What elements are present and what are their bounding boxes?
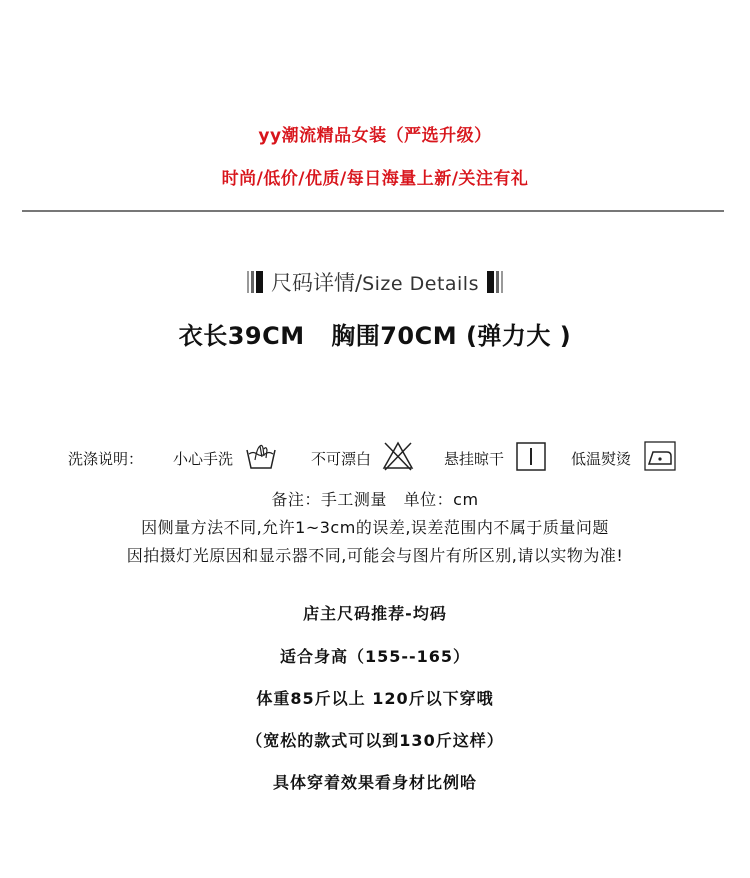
- note-measurement: 备注：手工测量 单位：cm: [271, 490, 479, 509]
- section-title: [0, 267, 750, 297]
- hand-wash-icon: [244, 440, 278, 472]
- size-spec: 衣长39CM 胸围70CM (弹力大 ): [178, 322, 572, 350]
- note-tolerance: 因侧量方法不同,允许1~3cm的误差,误差范围内不属于质量问题: [141, 518, 609, 537]
- shop-slogan: 时尚/低价/优质/每日海量上新/关注有礼: [221, 169, 529, 189]
- note-color-difference: 因拍摄灯光原因和显示器不同,可能会与图片有所区别,请以实物为准!: [126, 546, 624, 565]
- section-title-cn: 尺码详情/: [271, 271, 363, 295]
- section-title-en: Size Details: [362, 273, 479, 295]
- care-instructions: [0, 440, 750, 474]
- care-item-label: 不可漂白: [311, 450, 372, 468]
- recommendation-line: 店主尺码推荐-均码: [303, 604, 447, 623]
- right-bars-decoration: [487, 271, 503, 293]
- recommendation-line: 具体穿着效果看身材比例哈: [272, 773, 477, 792]
- recommendation-line: （宽松的款式可以到130斤这样）: [246, 731, 504, 750]
- recommendation-line: 适合身高（155--165）: [279, 647, 471, 666]
- low-iron-icon: [643, 440, 677, 472]
- care-item-label: 低温熨烫: [571, 450, 632, 468]
- left-bars-decoration: [247, 271, 263, 293]
- recommendation-line: 体重85斤以上 120斤以下穿哦: [256, 689, 494, 708]
- no-bleach-icon: [381, 440, 415, 472]
- shop-title: yy潮流精品女装（严选升级）: [258, 126, 492, 146]
- divider: [22, 210, 724, 212]
- care-item-label: 小心手洗: [173, 450, 234, 468]
- care-label: 洗涤说明：: [68, 450, 144, 468]
- care-item-label: 悬挂晾干: [444, 450, 505, 468]
- line-dry-icon: [514, 440, 548, 472]
